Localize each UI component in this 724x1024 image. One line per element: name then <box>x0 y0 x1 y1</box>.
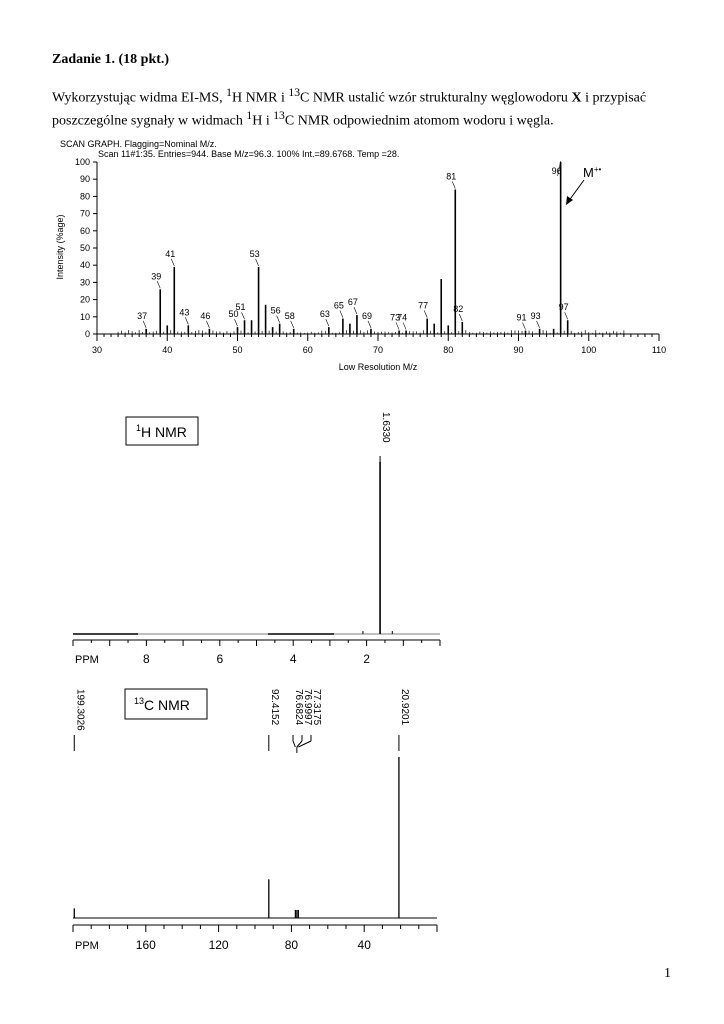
ms-y-tick-label: 50 <box>79 243 90 253</box>
ms-peak-leader <box>537 321 540 328</box>
ms-peak-leader <box>340 311 343 318</box>
ms-x-tick-label: 110 <box>651 345 667 355</box>
ms-peak-leader <box>242 312 245 319</box>
ms-peak-label: 51 <box>235 302 246 313</box>
ms-peak-leader <box>291 321 294 328</box>
ms-peak-leader <box>452 182 455 189</box>
h-nmr-peak-label: 1.6330 <box>380 412 392 443</box>
ms-y-tick-label: 60 <box>79 225 90 236</box>
ms-y-tick-label: 30 <box>79 277 90 288</box>
h-nmr-label: H NMR <box>141 424 187 440</box>
c-nmr-peak-label: 92.4152 <box>268 689 280 726</box>
ms-peak-leader <box>157 281 160 288</box>
ms-peak-leader <box>565 312 568 319</box>
c-nmr-label: C NMR <box>144 697 190 713</box>
ms-peak-leader <box>277 316 280 323</box>
ms-peak-label: 91 <box>516 312 527 323</box>
ms-header-2: Scan 11#1:35. Entries=944. Base M/z=96.3. 100% Int.=89.6768. Temp =28. <box>98 149 400 159</box>
h-nmr-ppm-label: PPM <box>75 654 99 666</box>
molecular-ion-annotation <box>566 165 602 205</box>
ms-peak-leader <box>523 323 526 330</box>
ms-header-1: SCAN GRAPH. Flagging=Nominal M/z. <box>60 139 217 149</box>
ms-y-tick-label: 70 <box>79 208 90 219</box>
ms-peak-label: 65 <box>333 300 344 311</box>
ms-x-tick-label: 80 <box>443 345 454 355</box>
ms-x-tick-label: 100 <box>581 345 597 355</box>
ms-peak-label: 93 <box>530 310 541 321</box>
ms-peak-leader <box>143 321 146 328</box>
ms-xlabel: Low Resolution M/z <box>338 362 418 372</box>
svg-text:M+• <box>583 165 602 180</box>
ms-peak-leader <box>171 259 174 266</box>
ms-peak-leader <box>206 321 209 328</box>
molecular-ion-label: M <box>583 165 594 180</box>
c-nmr-x-tick-label: 160 <box>135 938 156 952</box>
c-nmr-peak-label: 20.9201 <box>398 689 410 726</box>
ms-peak-leader <box>354 307 357 314</box>
c-nmr-cluster-label: 76.9997 <box>302 689 313 726</box>
ms-peak-leader <box>396 323 399 330</box>
ms-peak-label: 37 <box>137 310 148 321</box>
ms-x-tick-label: 40 <box>162 345 173 355</box>
ms-y-tick-label: 0 <box>84 329 90 339</box>
ms-x-tick-label: 70 <box>372 345 384 355</box>
ms-peak-label: 53 <box>249 248 260 259</box>
ms-peak-label: 39 <box>151 271 162 282</box>
ms-peak-leader <box>368 321 371 328</box>
ms-peak-leader <box>459 314 462 321</box>
ms-peak-label: 41 <box>165 248 176 259</box>
c-nmr-spectrum <box>0 685 724 955</box>
c-nmr-ppm-label: PPM <box>75 940 99 952</box>
ms-plot-area <box>75 157 666 355</box>
h-nmr-x-tick-label: 8 <box>143 652 150 666</box>
h-nmr-x-tick-label: 2 <box>363 652 370 666</box>
ms-peak-label: 67 <box>347 297 358 308</box>
c-nmr-cluster-label: 77.3175 <box>311 689 322 726</box>
ms-peak-leader <box>256 259 259 266</box>
c-nmr-x-tick-label: 80 <box>284 938 299 952</box>
ms-peak-label: 46 <box>200 310 211 321</box>
h-nmr-x-tick-label: 6 <box>216 652 224 666</box>
ms-peak-label: 50 <box>228 309 239 320</box>
ms-x-tick-label: 30 <box>91 345 103 355</box>
c-nmr-plot <box>73 689 437 952</box>
ms-peak-leader <box>235 319 238 326</box>
c-nmr-cluster-leader <box>293 741 295 747</box>
h-nmr-x-tick-label: 4 <box>289 652 297 666</box>
c-nmr-cluster-label: 76.6824 <box>293 689 304 726</box>
ms-chart <box>0 130 724 380</box>
ms-ylabel: Intensity (%age) <box>55 214 65 280</box>
h-nmr-label-sup: 1 <box>136 423 142 433</box>
ms-x-tick-label: 60 <box>302 345 313 355</box>
page-number: 1 <box>664 966 671 981</box>
ms-peak-label: 97 <box>558 302 569 313</box>
ms-y-tick-label: 80 <box>79 191 90 202</box>
task-title: Zadanie 1. (18 pkt.) <box>52 52 170 67</box>
c-nmr-cluster-leader <box>298 741 311 747</box>
ms-peak-leader <box>403 323 406 330</box>
ms-peak-label: 58 <box>284 310 295 321</box>
c-nmr-x-tick-label: 120 <box>208 938 229 952</box>
ms-peak-leader <box>424 311 427 318</box>
ms-peak-label: 74 <box>397 312 408 323</box>
ms-peak-label: 81 <box>446 171 457 182</box>
ms-peak-label: 63 <box>319 309 330 320</box>
task-description: Wykorzystując widma EI-MS, $^1$H NMR i $^{13}$C NMR ustalić wzór strukturalny węglowodoru X i przypisać poszczególne sygnały w widmach $^1$H i $^{13}$C NMR odpowiednim atomom wodoru i węgla. <box>52 86 647 129</box>
c-nmr-peak-label: 199.3026 <box>74 689 86 731</box>
h-nmr-plot <box>73 412 440 666</box>
ms-peak-leader <box>326 319 329 326</box>
ms-y-tick-label: 100 <box>74 157 90 167</box>
ms-y-tick-label: 90 <box>79 174 90 185</box>
ms-y-tick-label: 20 <box>79 294 90 305</box>
svg-text:1H NMR <box>136 423 187 440</box>
ms-peak-label: 77 <box>418 300 429 311</box>
ms-peak-label: 82 <box>453 303 464 314</box>
c-nmr-label-sup: 13 <box>134 696 145 706</box>
h-nmr-spectrum <box>0 410 724 675</box>
ms-y-tick-label: 10 <box>79 311 90 322</box>
molecular-ion-sup: +• <box>593 165 602 174</box>
ms-peak-label: 96 <box>551 166 562 176</box>
ms-x-tick-label: 50 <box>232 345 243 355</box>
ms-x-tick-label: 90 <box>513 345 524 355</box>
ms-peak-label: 43 <box>179 307 190 318</box>
ms-peak-label: 56 <box>270 305 281 316</box>
ms-y-tick-label: 40 <box>79 260 90 271</box>
c-nmr-x-tick-label: 40 <box>357 938 371 952</box>
ms-peak-label: 73 <box>390 312 401 323</box>
ms-peak-leader <box>185 317 188 324</box>
ms-peak-label: 69 <box>361 310 372 321</box>
